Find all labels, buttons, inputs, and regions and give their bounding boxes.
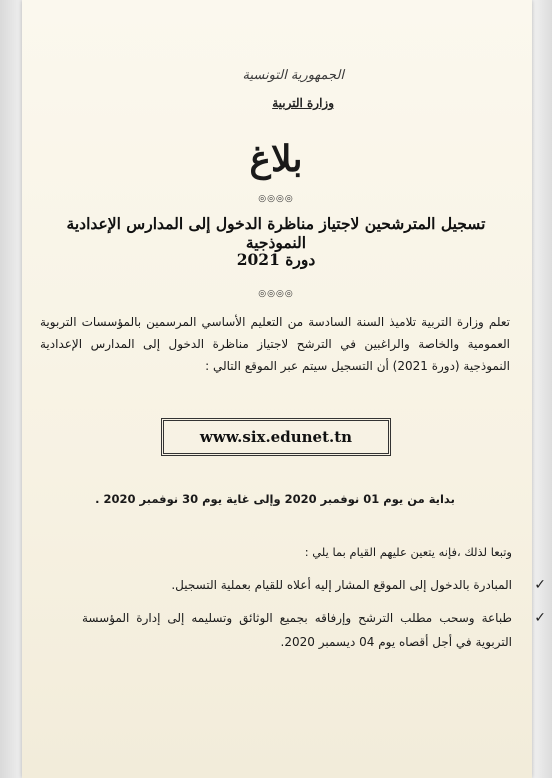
instructions-intro: وتبعا لذلك ،فإنه يتعين عليهم القيام بما يلي : bbox=[304, 545, 512, 559]
list-item bbox=[82, 606, 546, 654]
list-item bbox=[82, 573, 546, 597]
announcement-title: بلاغ bbox=[249, 138, 303, 180]
registration-period: بداية من يوم 01 نوفمبر 2020 وإلى غاية يوم 30 نوفمبر 2020 . bbox=[95, 492, 455, 506]
ornament-separator: ◎◎◎◎ bbox=[258, 289, 294, 299]
checkmark-icon: ✓ bbox=[534, 610, 546, 626]
checkmark-icon: ✓ bbox=[534, 577, 546, 593]
republic-heading: الجمهورية التونسية bbox=[242, 68, 344, 83]
ornament-separator: ◎◎◎◎ bbox=[258, 194, 294, 204]
document-paper bbox=[22, 0, 532, 778]
list-item-text: طباعة وسحب مطلب الترشح وإرفاقه بجميع الوثائق وتسليمه إلى إدارة المؤسسة التربوية في أجل أقصاه يوم 04 ديسمبر 2020. bbox=[82, 611, 512, 649]
page-edge-right bbox=[532, 0, 552, 778]
session-label: دورة 2021 bbox=[236, 250, 316, 269]
list-item-text: المبادرة بالدخول إلى الموقع المشار إليه أعلاه للقيام بعملية التسجيل. bbox=[171, 578, 512, 592]
page-edge-left bbox=[0, 0, 22, 778]
website-url[interactable]: www.six.edunet.tn bbox=[199, 428, 353, 446]
body-paragraph: تعلم وزارة التربية تلاميذ السنة السادسة من التعليم الأساسي المرسمين بالمؤسسات التربوية العمومية والخاصة والراغبين في الترشح لاجتياز مناظرة الدخول إلى المدارس الإعدادية النموذجية (دورة 2021) أن التسجيل سيتم عبر الموقع التالي : bbox=[40, 315, 510, 373]
ministry-heading: وزارة التربية bbox=[272, 96, 334, 110]
document-title: تسجيل المترشحين لاجتياز مناظرة الدخول إلى المدارس الإعدادية النموذجية bbox=[66, 214, 486, 252]
website-box bbox=[161, 418, 391, 456]
